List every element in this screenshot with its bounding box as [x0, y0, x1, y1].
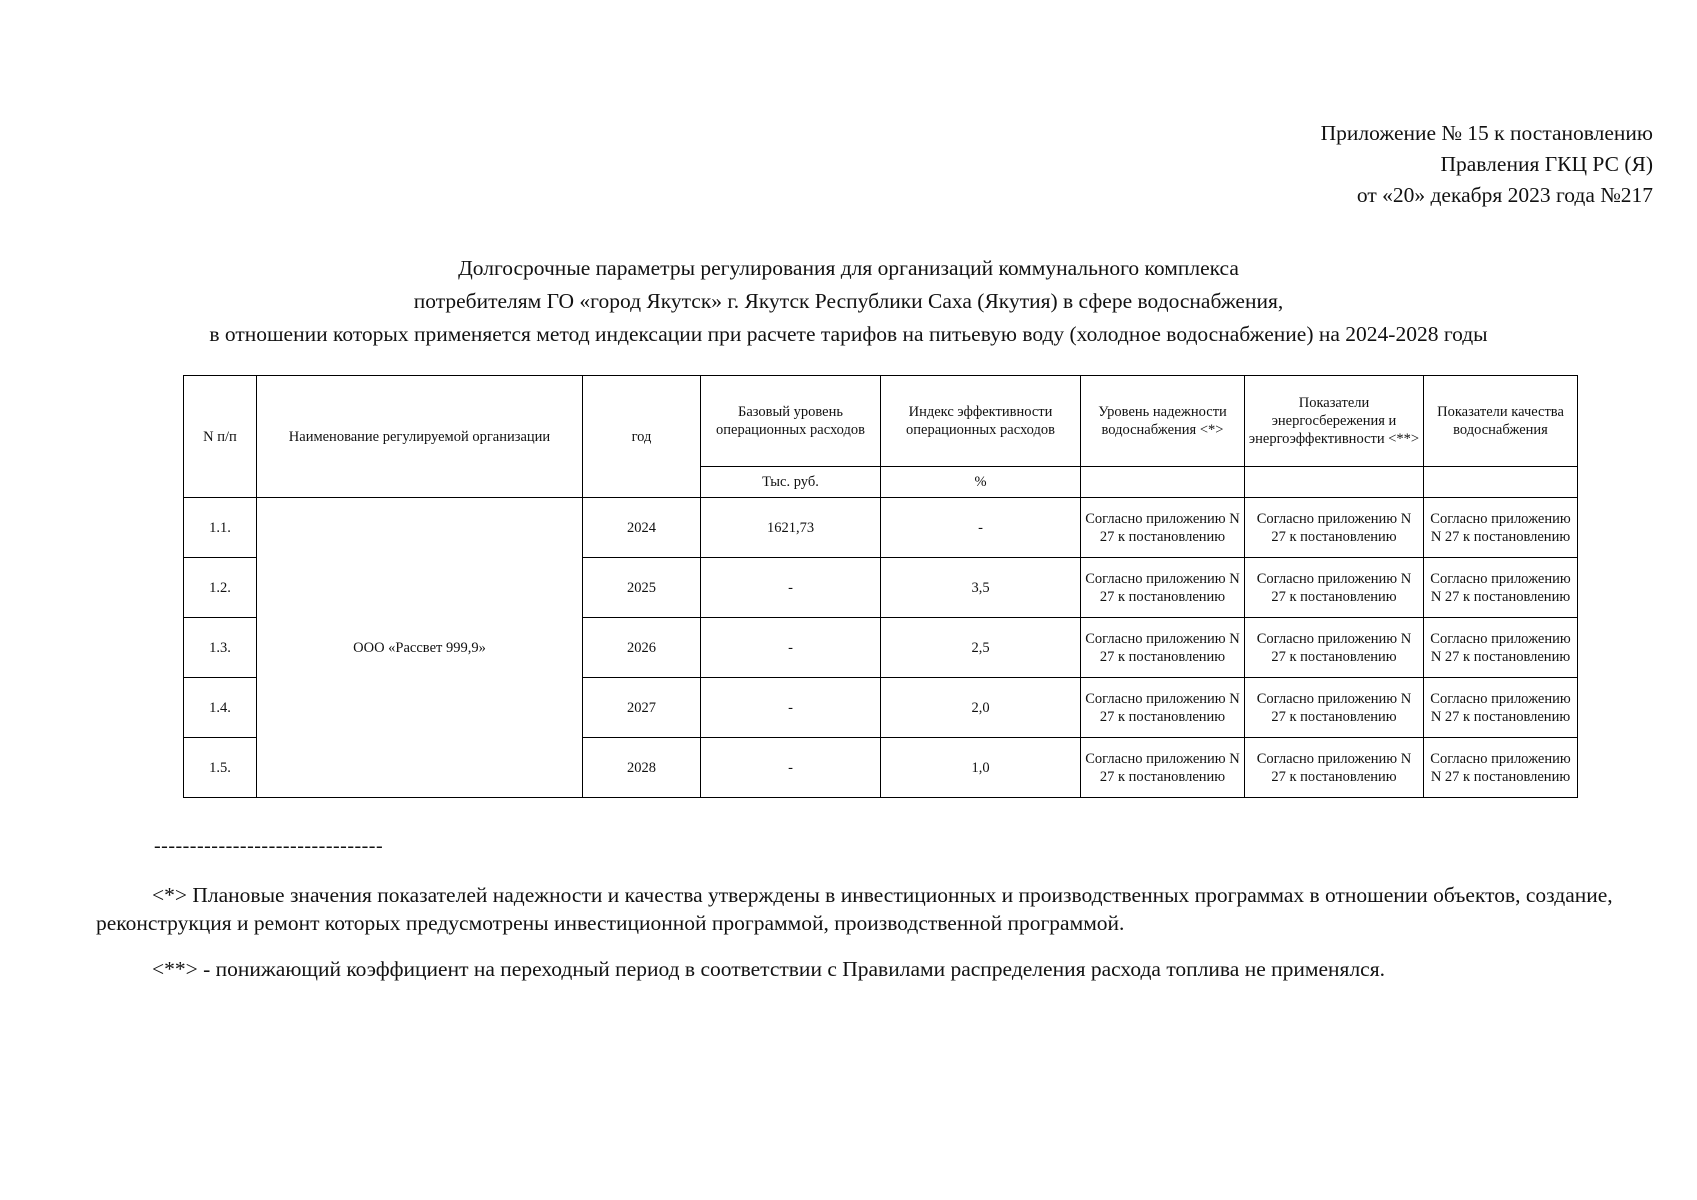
header-base-level: Базовый уровень операционных расходов: [701, 376, 881, 467]
row-base-level: 1621,73: [701, 498, 881, 558]
row-year: 2027: [583, 678, 701, 738]
row-reliability: Согласно приложению N 27 к постановлению: [1081, 738, 1245, 798]
footnotes: [96, 881, 1676, 1001]
row-base-level: -: [701, 678, 881, 738]
row-energy-saving: Согласно приложению N 27 к постановлению: [1245, 678, 1424, 738]
row-base-level: -: [701, 558, 881, 618]
row-year: 2028: [583, 738, 701, 798]
unit-reliability-empty: [1081, 467, 1245, 498]
header-quality: Показатели качества водоснабжения: [1424, 376, 1578, 467]
row-quality: Согласно приложению N 27 к постановлению: [1424, 618, 1578, 678]
header-organization: Наименование регулируемой организации: [257, 376, 583, 498]
organization-name: ООО «Рассвет 999,9»: [257, 498, 583, 798]
row-efficiency-index: 2,5: [881, 618, 1081, 678]
row-year: 2025: [583, 558, 701, 618]
document-title-line-1: Долгосрочные параметры регулирования для организаций коммунального комплекса: [458, 256, 1239, 280]
row-base-level: -: [701, 738, 881, 798]
row-efficiency-index: 1,0: [881, 738, 1081, 798]
unit-quality-empty: [1424, 467, 1578, 498]
row-base-level: -: [701, 618, 881, 678]
row-num: 1.1.: [184, 498, 257, 558]
appendix-header-line-3: от «20» декабря 2023 года №217: [1356, 183, 1653, 207]
row-efficiency-index: -: [881, 498, 1081, 558]
header-energy-saving: Показатели энергосбережения и энергоэффективности <**>: [1245, 376, 1424, 467]
document-title-line-3: в отношении которых применяется метод индексации при расчете тарифов на питьевую воду (холодное водоснабжение) на 2024-2028 годы: [209, 322, 1488, 346]
row-quality: Согласно приложению N 27 к постановлению: [1424, 678, 1578, 738]
row-num: 1.3.: [184, 618, 257, 678]
footnote-1: <*> Плановые значения показателей надежности и качества утверждены в инвестиционных и производственных программах в отношении объектов, создание, реконструкция и ремонт которых предусмотрены инвестиционной программой, производственной программой.: [96, 883, 1613, 935]
row-year: 2024: [583, 498, 701, 558]
footnote-2: <**> - понижающий коэффициент на переходный период в соответствии с Правилами распределения расхода топлива не применялся.: [152, 957, 1385, 981]
unit-efficiency-index: %: [881, 467, 1081, 498]
appendix-header-line-1: Приложение № 15 к постановлению: [1320, 121, 1653, 145]
unit-energy-empty: [1245, 467, 1424, 498]
row-energy-saving: Согласно приложению N 27 к постановлению: [1245, 618, 1424, 678]
appendix-header: [1321, 118, 1653, 211]
header-efficiency-index: Индекс эффективности операционных расходов: [881, 376, 1081, 467]
row-reliability: Согласно приложению N 27 к постановлению: [1081, 678, 1245, 738]
row-num: 1.5.: [184, 738, 257, 798]
header-reliability: Уровень надежности водоснабжения <*>: [1081, 376, 1245, 467]
document-title: [0, 252, 1697, 351]
footnote-separator: --------------------------------: [154, 835, 384, 857]
row-year: 2026: [583, 618, 701, 678]
table-row: [184, 498, 1578, 558]
row-energy-saving: Согласно приложению N 27 к постановлению: [1245, 738, 1424, 798]
row-reliability: Согласно приложению N 27 к постановлению: [1081, 498, 1245, 558]
row-efficiency-index: 3,5: [881, 558, 1081, 618]
document-title-line-2: потребителям ГО «город Якутск» г. Якутск Республики Саха (Якутия) в сфере водоснабжения,: [413, 289, 1284, 313]
row-reliability: Согласно приложению N 27 к постановлению: [1081, 558, 1245, 618]
row-quality: Согласно приложению N 27 к постановлению: [1424, 498, 1578, 558]
header-year: год: [583, 376, 701, 498]
row-energy-saving: Согласно приложению N 27 к постановлению: [1245, 498, 1424, 558]
row-energy-saving: Согласно приложению N 27 к постановлению: [1245, 558, 1424, 618]
appendix-header-line-2: Правления ГКЦ РС (Я): [1440, 152, 1653, 176]
regulation-parameters-table: [183, 375, 1578, 798]
row-num: 1.2.: [184, 558, 257, 618]
row-quality: Согласно приложению N 27 к постановлению: [1424, 558, 1578, 618]
row-efficiency-index: 2,0: [881, 678, 1081, 738]
header-num: N п/п: [184, 376, 257, 498]
row-reliability: Согласно приложению N 27 к постановлению: [1081, 618, 1245, 678]
row-quality: Согласно приложению N 27 к постановлению: [1424, 738, 1578, 798]
table-header-row: [184, 376, 1578, 467]
unit-base-level: Тыс. руб.: [701, 467, 881, 498]
row-num: 1.4.: [184, 678, 257, 738]
